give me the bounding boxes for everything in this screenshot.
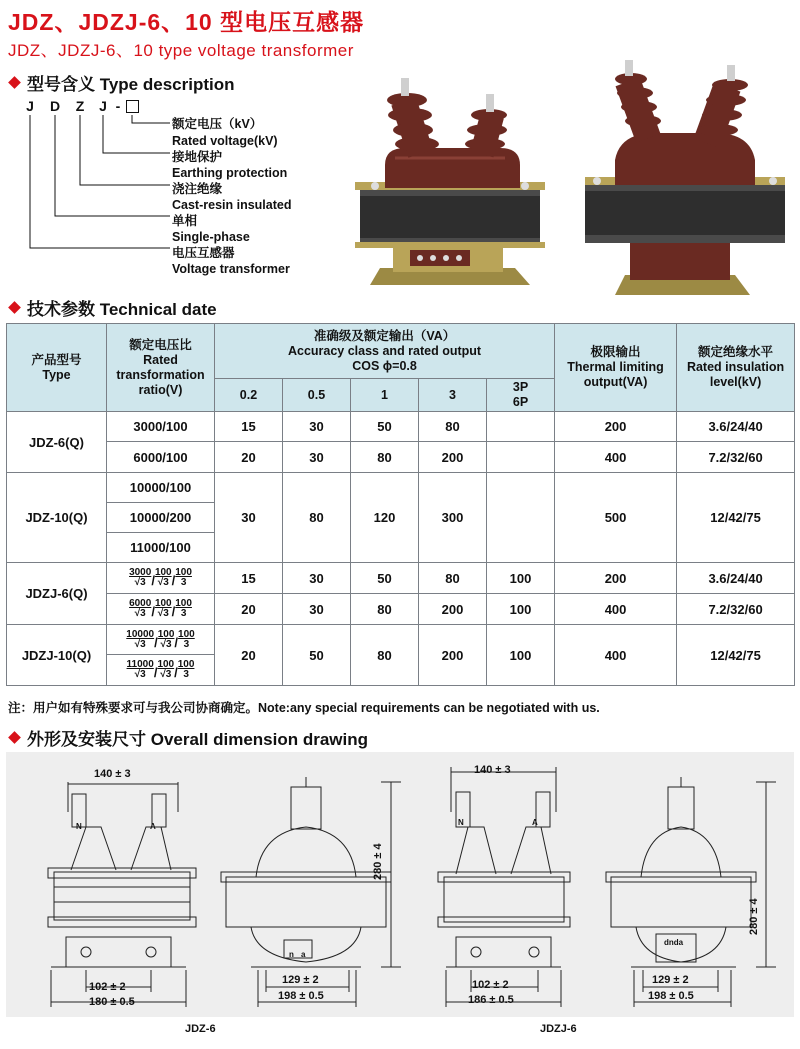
dim-label: 129 ± 2 (282, 974, 319, 986)
cell-value: 80 (419, 412, 487, 442)
header-class: 3 (419, 379, 487, 412)
cell-value: 30 (283, 594, 351, 625)
table-row (7, 625, 795, 655)
cell-value: 12/42/75 (677, 625, 795, 686)
code-line: 浇注绝缘 (172, 182, 223, 196)
cell-value (487, 412, 555, 442)
cell-value: 400 (555, 625, 677, 686)
spec-table (6, 323, 795, 686)
cell-value: 80 (283, 473, 351, 563)
dim-label: 102 ± 2 (89, 981, 126, 993)
footnote: 注：用户如有特殊要求可与我公司协商确定。Note:any special requirements can be negotiated with us. (8, 701, 600, 715)
cell-value: 200 (419, 442, 487, 473)
cell-ratio: $\frac{3000}{√3}/\frac{100}{√3}/\frac{100}{3}$ (107, 563, 215, 594)
cell-value: 7.2/32/60 (677, 594, 795, 625)
header-class: 3P 6P (487, 379, 555, 412)
header-class: 1 (351, 379, 419, 412)
dim-label: 186 ± 0.5 (468, 994, 514, 1006)
terminal-label: A (150, 822, 156, 831)
dim-label: 280 ± 4 (748, 898, 760, 935)
table-row (7, 594, 795, 625)
terminal-label: a (301, 950, 306, 959)
cell-value: 20 (215, 442, 283, 473)
cell-value: 400 (555, 442, 677, 473)
cell-value: 50 (283, 625, 351, 686)
drawing-caption-jdzj6: JDZJ-6 (540, 1023, 577, 1035)
table-row (7, 442, 795, 473)
cell-ratio: $\frac{6000}{√3}/\frac{100}{√3}/\frac{100}{3}$ (107, 594, 215, 625)
jdzj6-side-view (606, 777, 776, 1007)
code-line: 接地保护 (172, 150, 223, 164)
section-label: 技术参数 Technical date (27, 300, 217, 319)
cell-value: 3.6/24/40 (677, 412, 795, 442)
section-label: 外形及安装尺寸 Overall dimension drawing (27, 730, 368, 749)
dim-label: 140 ± 3 (94, 768, 131, 780)
cell-ratio: $\frac{11000}{√3}/\frac{100}{√3}/\frac{100}{3}$ (107, 655, 215, 686)
cell-value: 30 (283, 442, 351, 473)
cell-value: 30 (215, 473, 283, 563)
cell-ratio: 10000/200 (107, 503, 215, 533)
dim-label: 129 ± 2 (652, 974, 689, 986)
header-accuracy: 准确级及额定输出（VA） Accuracy class and rated output COS ϕ=0.8 (215, 324, 555, 379)
cell-value: 30 (283, 563, 351, 594)
page-title: JDZ、JDZJ-6、10 型电压互感器 (8, 9, 365, 35)
cell-value: 200 (555, 563, 677, 594)
cell-type: JDZ-10(Q) (7, 473, 107, 563)
cell-value: 200 (419, 625, 487, 686)
dim-label: 180 ± 0.5 (89, 996, 135, 1008)
terminal-label: n (289, 950, 294, 959)
table-row (7, 412, 795, 442)
header-class: 0.2 (215, 379, 283, 412)
cell-value: 500 (555, 473, 677, 563)
header-ratio: 额定电压比 Rated transformation ratio(V) (107, 324, 215, 412)
dim-label: 140 ± 3 (474, 764, 511, 776)
dim-label: 198 ± 0.5 (648, 990, 694, 1002)
cell-value: 7.2/32/60 (677, 442, 795, 473)
cell-value: 50 (351, 563, 419, 594)
header-class: 0.5 (283, 379, 351, 412)
code-line: Rated voltage(kV) (172, 134, 278, 148)
cell-ratio: 11000/100 (107, 533, 215, 563)
cell-value: 12/42/75 (677, 473, 795, 563)
cell-value: 80 (351, 594, 419, 625)
code-char: J (26, 98, 34, 114)
dim-label: 102 ± 2 (472, 979, 509, 991)
diamond-bullet-icon (8, 731, 21, 744)
code-line: 电压互感器 (172, 246, 235, 260)
header-type: 产品型号 Type (7, 324, 107, 412)
cell-ratio: 10000/100 (107, 473, 215, 503)
cell-type: JDZJ-6(Q) (7, 563, 107, 625)
header-insulation: 额定绝缘水平 Rated insulation level(kV) (677, 324, 795, 412)
terminal-label: N (76, 822, 82, 831)
cell-ratio: 6000/100 (107, 442, 215, 473)
table-row (7, 563, 795, 594)
code-leader-lines (0, 0, 180, 285)
cell-value: 200 (419, 594, 487, 625)
cell-value: 15 (215, 412, 283, 442)
cell-value: 30 (283, 412, 351, 442)
jdz6-front-view (48, 782, 196, 1007)
code-line: Voltage transformer (172, 262, 290, 276)
cell-value: 300 (419, 473, 487, 563)
jdz6-side-view (221, 777, 401, 1007)
cell-value: 80 (419, 563, 487, 594)
dim-label: 198 ± 0.5 (278, 990, 324, 1002)
code-char: - (115, 98, 121, 114)
table-row (7, 473, 795, 503)
code-line: 单相 (172, 214, 198, 228)
code-char: J (99, 98, 107, 114)
code-line: Cast-resin insulated (172, 198, 292, 212)
cell-value: 20 (215, 625, 283, 686)
section-dimension (8, 725, 368, 750)
drawing-caption-jdz6: JDZ-6 (185, 1023, 216, 1035)
code-char: Z (75, 98, 85, 114)
jdzj6-front-view (438, 767, 570, 1007)
cell-value (487, 442, 555, 473)
code-char: D (49, 98, 61, 114)
cell-value: 100 (487, 594, 555, 625)
code-line: 额定电压（kV） (172, 117, 263, 131)
dim-label: 280 ± 4 (372, 843, 384, 880)
code-line: Earthing protection (172, 166, 288, 180)
terminal-label: N (458, 818, 464, 827)
cell-value: 3.6/24/40 (677, 563, 795, 594)
code-line: Single-phase (172, 230, 250, 244)
cell-type: JDZ-6(Q) (7, 412, 107, 473)
product-photo-jdz (355, 70, 545, 295)
terminal-label: dnda (664, 938, 684, 947)
cell-value: 200 (555, 412, 677, 442)
section-technical-date (8, 295, 217, 320)
product-photo-jdzj (585, 55, 785, 300)
cell-value: 15 (215, 563, 283, 594)
cell-ratio: $\frac{10000}{√3}/\frac{100}{√3}/\frac{100}{3}$ (107, 625, 215, 655)
cell-value: 100 (487, 563, 555, 594)
header-thermal: 极限输出 Thermal limiting output(VA) (555, 324, 677, 412)
cell-type: JDZJ-10(Q) (7, 625, 107, 686)
cell-value: 50 (351, 412, 419, 442)
cell-value: 80 (351, 625, 419, 686)
cell-value: 80 (351, 442, 419, 473)
cell-value: 100 (487, 625, 555, 686)
cell-value (487, 473, 555, 563)
section-label: 型号含义 Type description (27, 75, 235, 94)
cell-ratio: 3000/100 (107, 412, 215, 442)
cell-value: 120 (351, 473, 419, 563)
cell-value: 20 (215, 594, 283, 625)
cell-value: 400 (555, 594, 677, 625)
page-subtitle: JDZ、JDZJ-6、10 type voltage transformer (8, 41, 354, 60)
diamond-bullet-icon (8, 301, 21, 314)
terminal-label: A (532, 818, 538, 827)
